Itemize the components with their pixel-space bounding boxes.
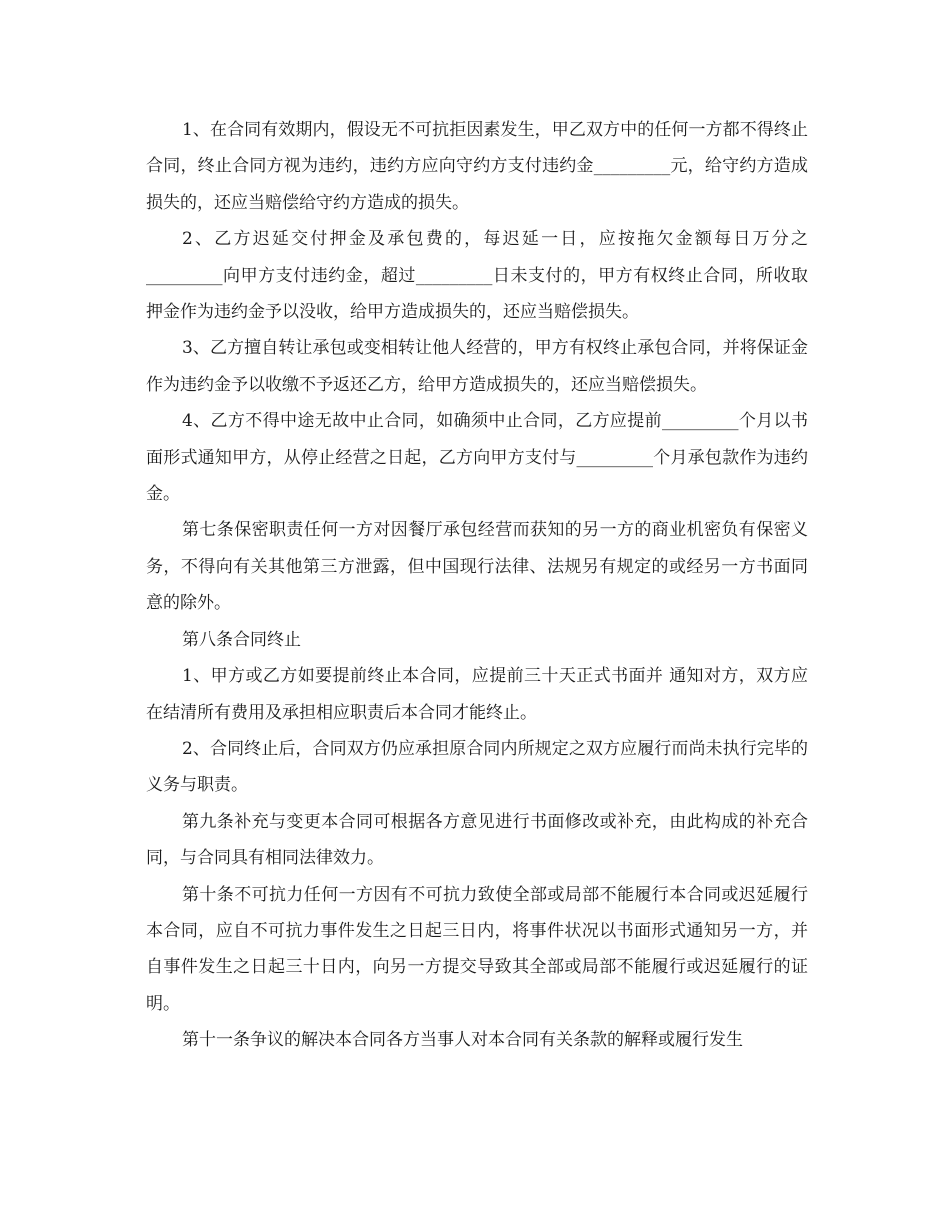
paragraph-late-payment: 2、乙方迟延交付押金及承包费的，每迟延一日，应按拖欠金额每日万分之_________向甲方支付违约金，超过_________日未支付的，甲方有权终止合同，所收取押金作为违约金予以没收，给甲方造成损失的，还应当赔偿损失。 [146, 229, 808, 323]
paragraph-article-10-force-majeure: 第十条不可抗力任何一方因有不可抗力致使全部或局部不能履行本合同或迟延履行本合同，应自不可抗力事件发生之日起三日内，将事件状况以书面形式通知另一方，并自事件发生之日起三十日内，向另一方提交导致其全部或局部不能履行或迟延履行的证明。 [146, 884, 808, 1014]
paragraph-unauthorized-transfer: 3、乙方擅自转让承包或变相转让他人经营的，甲方有权终止承包合同，并将保证金作为违约金予以收缴不予返还乙方，给甲方造成损失的，还应当赔偿损失。 [146, 338, 808, 395]
document-body [146, 112, 808, 1059]
paragraph-article-9-amendment: 第九条补充与变更本合同可根据各方意见进行书面修改或补充，由此构成的补充合同，与合同具有相同法律效力。 [146, 811, 808, 869]
paragraph-article-8-heading: 第八条合同终止 [182, 629, 301, 650]
paragraph-article-8-item-2: 2、合同终止后，合同双方仍应承担原合同内所规定之双方应履行而尚未执行完毕的义务与职责。 [146, 738, 808, 796]
paragraph-article-8-item-1: 1、甲方或乙方如要提前终止本合同，应提前三十天正式书面并 通知对方，双方应在结清所有费用及承担相应职责后本合同才能终止。 [146, 666, 808, 723]
paragraph-penalty-general: 1、在合同有效期内，假设无不可抗拒因素发生，甲乙双方中的任何一方都不得终止合同，终止合同方视为违约，违约方应向守约方支付违约金_________元，给守约方造成损失的，还应当赔偿给守约方造成的损失。 [146, 120, 808, 213]
paragraph-article-11-dispute: 第十一条争议的解决本合同各方当事人对本合同有关条款的解释或履行发生 [182, 1030, 743, 1051]
paragraph-article-7-confidentiality: 第七条保密职责任何一方对因餐厅承包经营而获知的另一方的商业机密负有保密义务，不得向有关其他第三方泄露，但中国现行法律、法规另有规定的或经另一方书面同意的除外。 [146, 520, 808, 614]
paragraph-early-termination-by-b: 4、乙方不得中途无故中止合同，如确须中止合同，乙方应提前_________个月以书面形式通知甲方，从停止经营之日起，乙方向甲方支付与_________个月承包款作为违约金。 [146, 411, 808, 505]
